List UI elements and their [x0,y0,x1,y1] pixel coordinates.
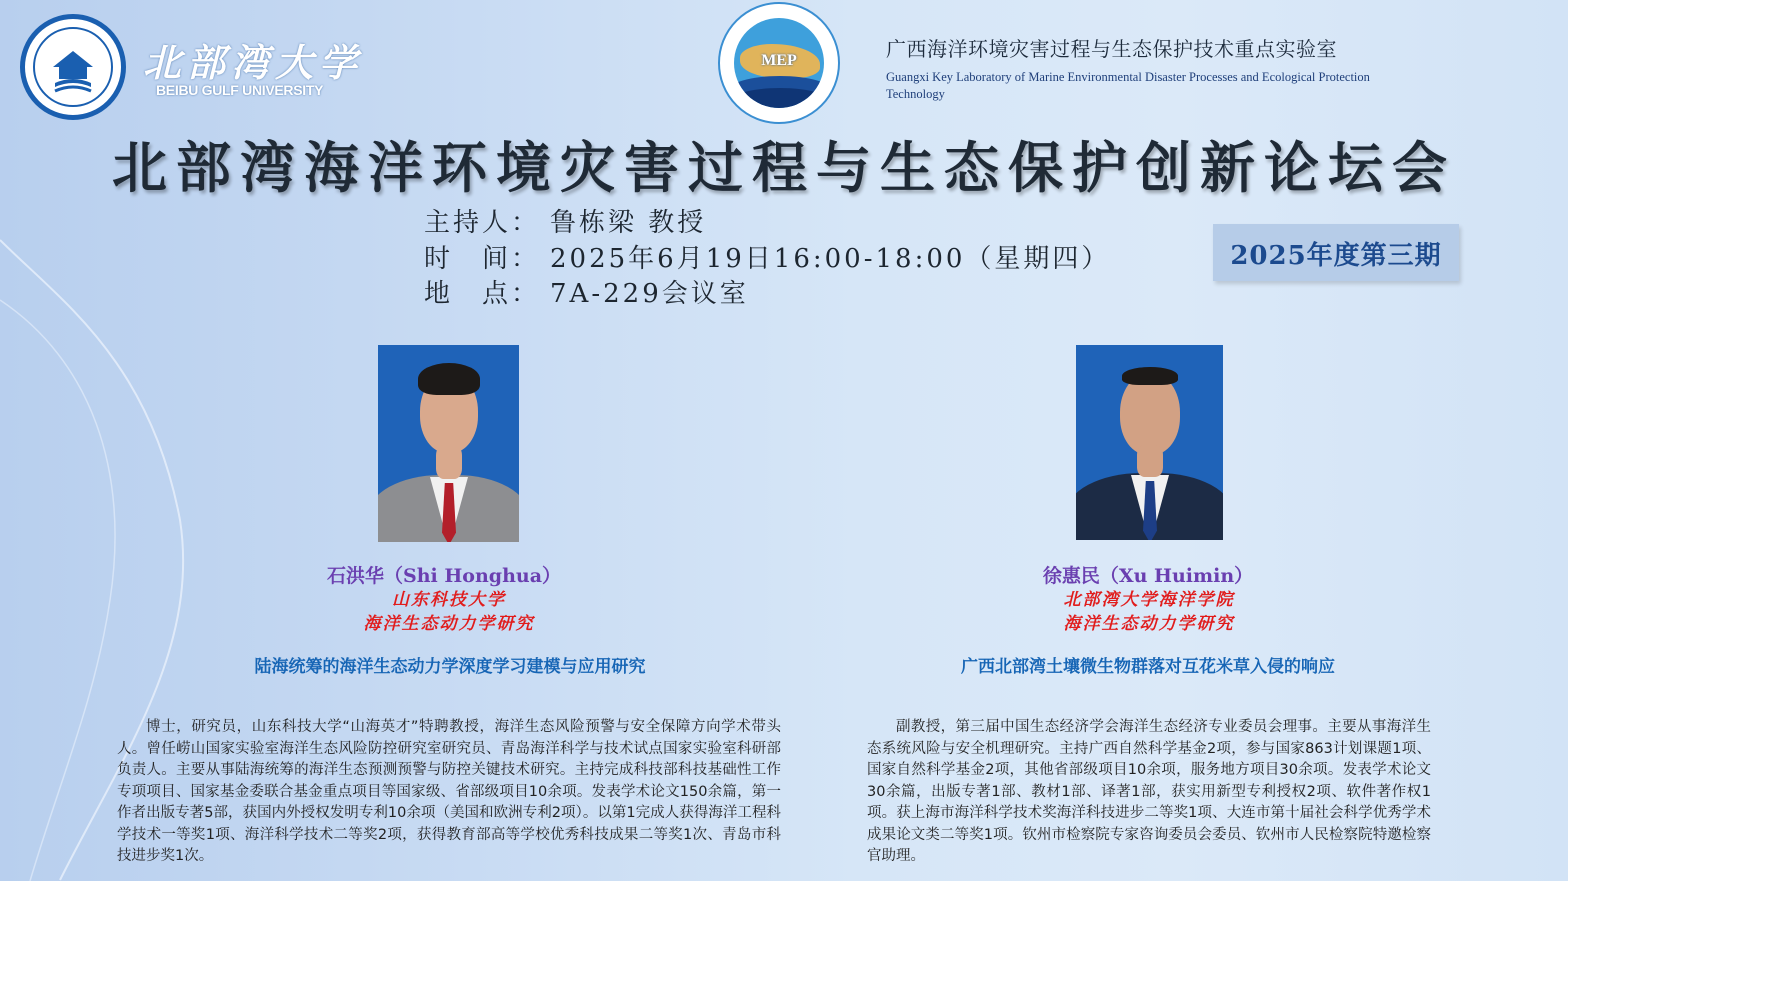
speaker-photo-1 [378,345,519,542]
speaker-1-bio: 博士，研究员，山东科技大学“山海英才”特聘教授，海洋生态风险预警与安全保障方向学术带头人。曾任崂山国家实验室海洋生态风险防控研究室研究员、青岛海洋科学与技术试点国家实验室科研部负责人。主要从事陆海统筹的海洋生态预测预警与防控关键技术研究。主持完成科技部科技基础性工作专项项目、国家基金委联合基金重点项目等国家级、省部级项目10余项。发表学术论文150余篇，第一作者出版专著5部，获国内外授权发明专利10余项（美国和欧洲专利2项）。以第1完成人获得海洋工程科学技术一等奖1项、海洋科学技术二等奖2项，获得教育部高等学校优秀科技成果二等奖1次、青岛市科技进步奖1次。 [117,719,781,864]
university-emblem-icon [25,19,121,115]
speaker-1-affiliation: 山东科技大学 [392,590,506,610]
speaker-2-name: 徐惠民（Xu Huimin） [1042,565,1254,587]
host-line [424,202,706,239]
place-line [424,273,749,310]
host-label: 主持人： [424,208,541,238]
lab-logo-text: MEP [761,52,797,69]
university-name-en: BEIBU GULF UNIVERSITY [156,82,324,98]
time-label: 时 间： [424,244,541,274]
time-line [424,238,1110,275]
speaker-photo-2 [1076,345,1223,540]
host-value: 鲁栋梁 教授 [550,208,707,238]
forum-title: 北部湾海洋环境灾害过程与生态保护创新论坛会 [111,135,1456,200]
lab-logo [718,2,840,124]
time-value: 2025年6月19日16:00-18:00（星期四） [550,244,1111,274]
speaker-2-bio: 副教授，第三届中国生态经济学会海洋生态经济专业委员会理事。主要从事海洋生态系统风险与安全机理研究。主持广西自然科学基金2项，参与国家863计划课题1项、国家自然科学基金2项，其他省部级项目10余项，服务地方项目30余项。发表学术论文30余篇，出版专著1部、教材1部、译著1部，获实用新型专利授权2项、软件著作权1项。获上海市海洋科学技术奖海洋科技进步二等奖1项、大连市第十届社会科学优秀学术成果论文类二等奖1项。钦州市检察院专家咨询委员会委员、钦州市人民检察院特邀检察官助理。 [867,719,1431,864]
speaker-2-field: 海洋生态动力学研究 [1063,614,1235,634]
university-logo [20,14,126,120]
speaker-1-topic: 陆海统筹的海洋生态动力学深度学习建模与应用研究 [254,657,646,677]
place-value: 7A-229会议室 [550,279,749,309]
speaker-2-affiliation: 北部湾大学海洋学院 [1063,590,1235,610]
issue-text: 2025年度第三期 [1230,241,1442,271]
issue-badge [1213,224,1459,281]
university-name-cn: 北部湾大学 [143,40,364,85]
speaker-1-field: 海洋生态动力学研究 [363,614,535,634]
place-label: 地 点： [424,279,541,309]
speaker-2-topic: 广西北部湾土壤微生物群落对互花米草入侵的响应 [961,657,1335,677]
lab-name-en: Guangxi Key Laboratory of Marine Environmental Disaster Processes and Ecological Protection Technology [886,70,1370,101]
lab-name-cn: 广西海洋环境灾害过程与生态保护技术重点实验室 [886,37,1337,61]
speaker-1-name: 石洪华（Shi Honghua） [326,565,562,587]
